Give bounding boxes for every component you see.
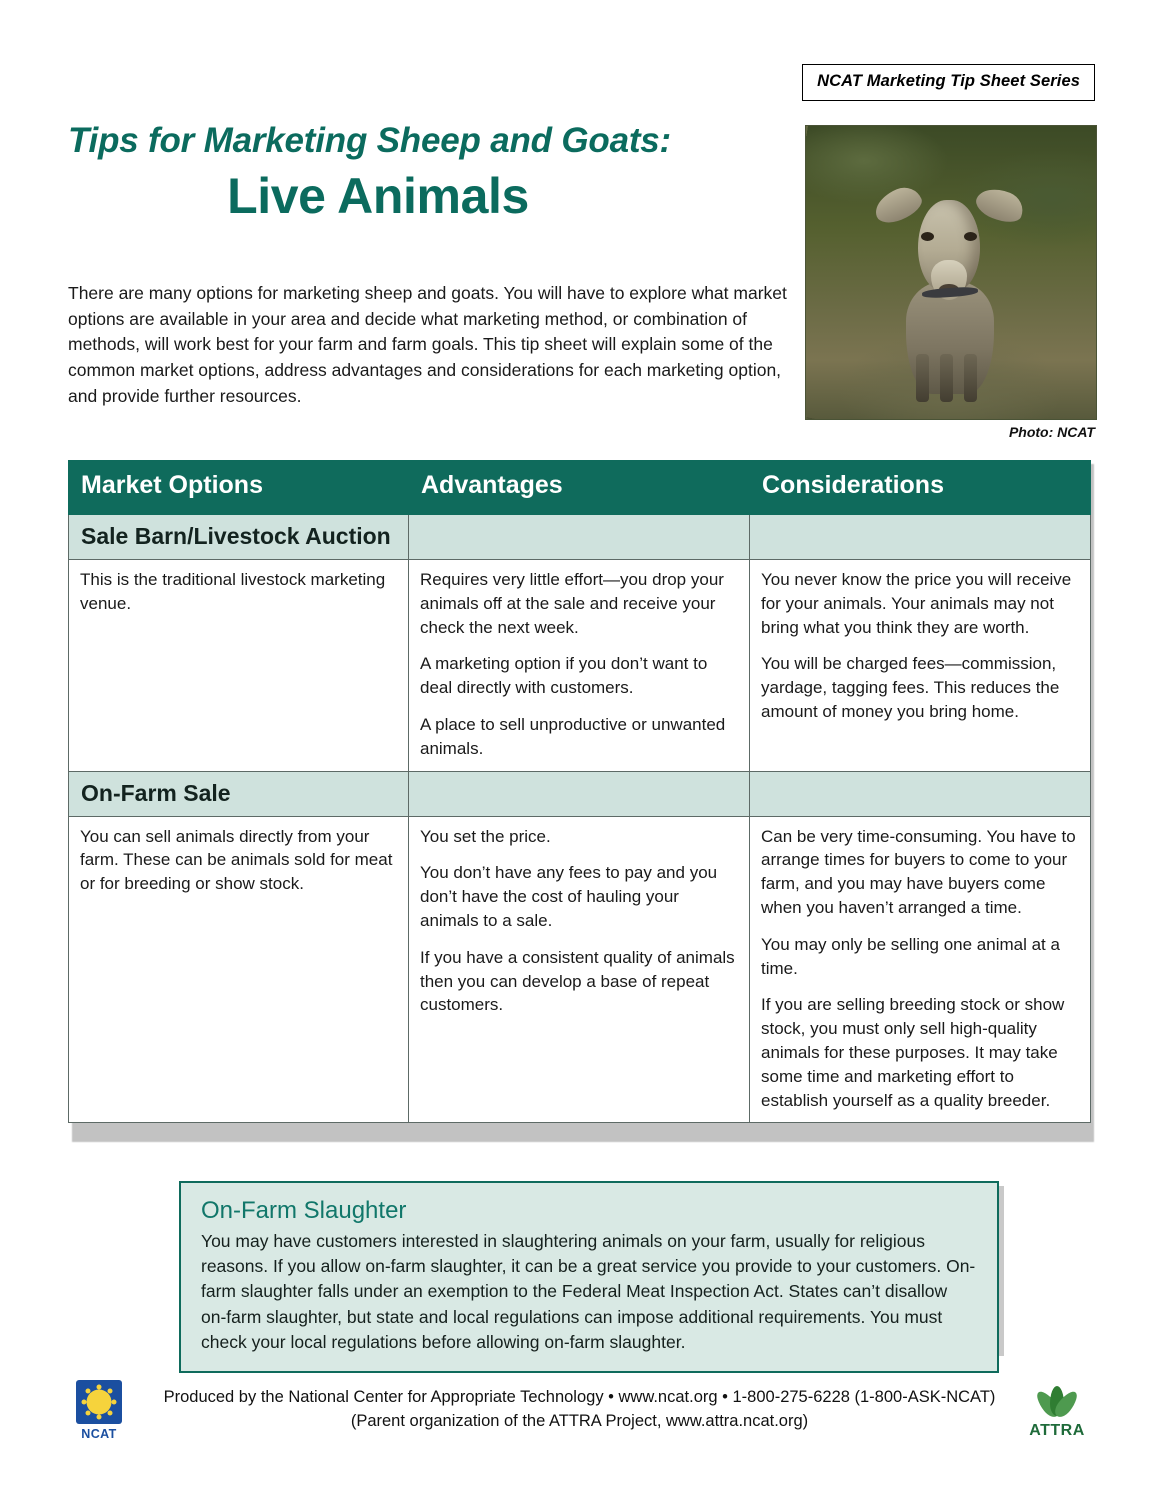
paragraph: You don’t have any fees to pay and you don’t have the cost of hauling your animals to a sale. (420, 863, 718, 931)
section-spacer-considerations (750, 515, 1091, 560)
paragraph: A marketing option if you don’t want to deal directly with customers. (420, 654, 708, 698)
paragraph: Can be very time-consuming. You have to arrange times for buyers to come to your farm, and you may have buyers come when you haven’t arranged a time. (761, 826, 1076, 918)
goat-ear-right (972, 182, 1028, 228)
cell-considerations-sale-barn (750, 560, 1091, 772)
paragraph: You can sell animals directly from your farm. These can be animals sold for meat or for breeding or show stock. (80, 826, 393, 894)
ncat-logo-label: NCAT (81, 1427, 117, 1441)
paragraph: A place to sell unproductive or unwanted animals. (420, 715, 726, 758)
goat-illustration (876, 156, 1026, 396)
footer-line-1: Produced by the National Center for Appropriate Technology • www.ncat.org • 1-800-275-6228 (1-800-ASK-NCAT) (163, 1388, 996, 1406)
attra-logo-label: ATTRA (1029, 1422, 1085, 1439)
cell-advantages-on-farm-sale (409, 816, 750, 1123)
goat-ear-left (870, 182, 926, 228)
paragraph: You will be charged fees—commission, yardage, tagging fees. This reduces the amount of money you bring home. (761, 654, 1060, 722)
table-header-considerations: Considerations (750, 461, 1091, 515)
footer (0, 1386, 1159, 1434)
attra-logo (1017, 1382, 1097, 1440)
footer-line-2: (Parent organization of the ATTRA Project, www.attra.ncat.org) (350, 1411, 809, 1430)
intro-paragraph: There are many options for marketing sheep and goats. You will have to explore what market options are available in your area and decide what marketing method, or combination of methods, will work best for your farm and farm goals. This tip sheet will explain some of the common market options, address advantages and considerations for each marketing option, and provide further resources. (68, 283, 787, 406)
market-options-table (68, 460, 1091, 1123)
callout-heading: On-Farm Slaughter (201, 1197, 407, 1224)
goat-leg (940, 354, 953, 402)
section-spacer-advantages (409, 515, 750, 560)
goat-eye (921, 232, 934, 241)
goat-photo-image (805, 125, 1097, 420)
title-block (68, 122, 768, 225)
cell-considerations-on-farm-sale (750, 816, 1091, 1123)
section-spacer-considerations (750, 771, 1091, 816)
goat-eye (964, 232, 977, 241)
photo-credit: Photo: NCAT (1008, 424, 1095, 440)
paragraph: Requires very little effort—you drop your animals off at the sale and receive your check the next week. (420, 570, 724, 637)
paragraph: You never know the price you will receive for your animals. Your animals may not bring what you think they are worth. (761, 570, 1072, 637)
on-farm-slaughter-callout (179, 1181, 999, 1373)
page-title: Live Animals (227, 167, 529, 224)
callout-body: You may have customers interested in slaughtering animals on your farm, usually for religious reasons. If you allow on-farm slaughter, it can be a great service you provide to your customers. On-farm slaughter falls under an exemption to the Federal Meat Inspection Act. States can’t disallow on-farm slaughter, but state and local regulations can impose additional requirements. You must check your local regulations before allowing on-farm slaughter. (201, 1231, 976, 1352)
paragraph: You set the price. (420, 826, 551, 846)
table-row (69, 560, 1091, 772)
section-title-sale-barn: Sale Barn/Livestock Auction (69, 515, 409, 560)
goat-leg (916, 354, 929, 402)
goat-photo (805, 125, 1095, 418)
cell-market-options-sale-barn (69, 560, 409, 772)
table-section-header-row (69, 771, 1091, 816)
leaf-icon (1017, 1382, 1097, 1422)
paragraph: You may only be selling one animal at a time. (761, 934, 1060, 978)
cell-market-options-on-farm-sale (69, 816, 409, 1123)
table-header-advantages: Advantages (409, 461, 750, 515)
section-title-on-farm-sale: On-Farm Sale (69, 771, 409, 816)
table-section-header-row (69, 515, 1091, 560)
table-header-row (69, 461, 1091, 515)
cell-advantages-sale-barn (409, 560, 750, 772)
paragraph: If you have a consistent quality of animals then you can develop a base of repeat customers. (420, 947, 735, 1015)
table-header-market-options: Market Options (69, 461, 409, 515)
paragraph: This is the traditional livestock marketing venue. (80, 570, 386, 613)
series-badge: NCAT Marketing Tip Sheet Series (802, 64, 1095, 101)
table-row (69, 816, 1091, 1123)
goat-leg (964, 354, 977, 402)
paragraph: If you are selling breeding stock or show stock, you must only sell high-quality animals for these purposes. It may take some time and marketing effort to establish yourself as a quality breeder. (761, 995, 1065, 1110)
page-subtitle: Tips for Marketing Sheep and Goats: (68, 121, 672, 160)
section-spacer-advantages (409, 771, 750, 816)
